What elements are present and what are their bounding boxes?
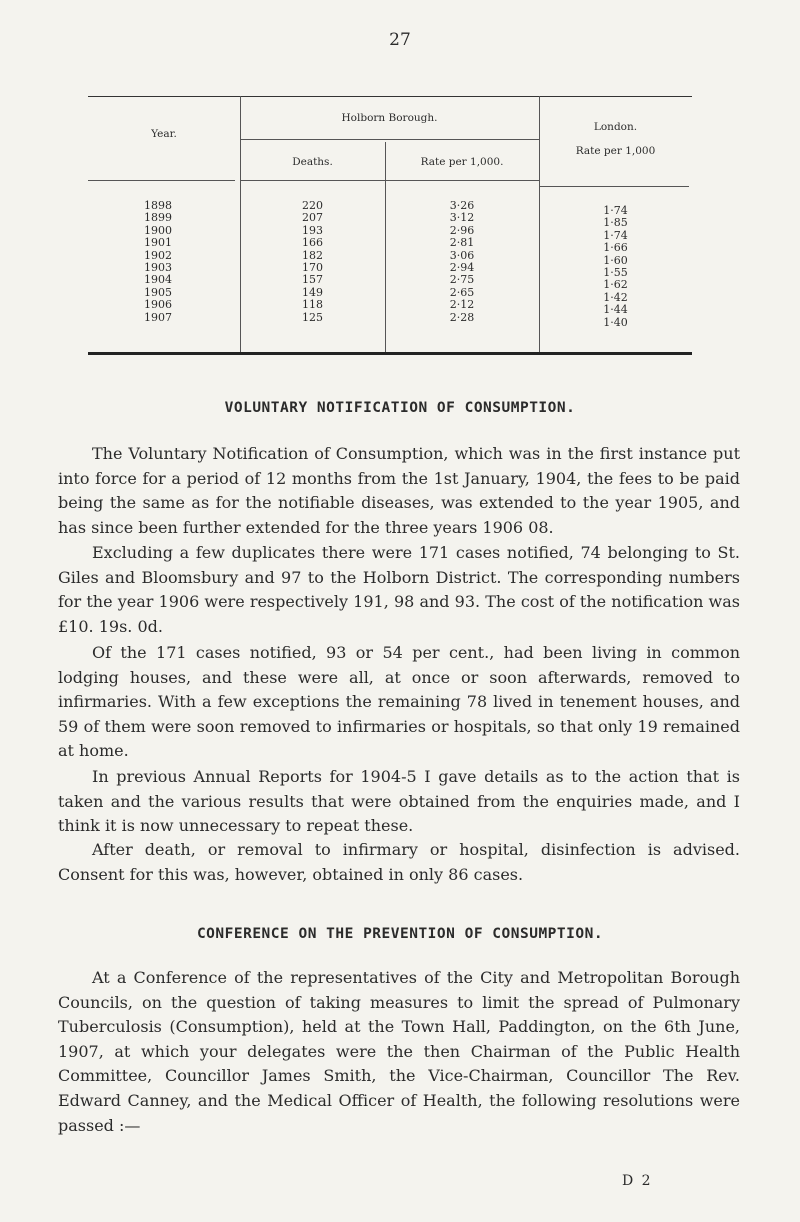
london-rate-cell: 1·40 bbox=[603, 315, 628, 329]
deaths-cell: 166 bbox=[302, 236, 323, 250]
rule-under-year bbox=[88, 180, 235, 181]
signature-mark: D 2 bbox=[622, 1173, 653, 1189]
paragraph: The Voluntary Notification of Consumption, which was in the first instance put into force for a period of 12 months from the 1st January, 1904, the fees to be paid being the same as for the notifiable diseases, was extended to the year 1905, and has since been further extended for the three years 1906 08. bbox=[58, 444, 740, 537]
deaths-column bbox=[240, 200, 385, 324]
london-rate-cell: 1·74 bbox=[603, 228, 628, 242]
rule-under-london bbox=[539, 186, 689, 187]
holborn-rate-cell: 3·26 bbox=[449, 199, 475, 212]
year-cell: 1906 bbox=[144, 298, 172, 312]
london-rate-cell: 1·42 bbox=[603, 290, 628, 304]
header-holborn: Holborn Borough. bbox=[341, 112, 438, 124]
year-cell: 1904 bbox=[144, 273, 172, 287]
year-cell: 1905 bbox=[144, 285, 172, 299]
london-rate-cell: 1·62 bbox=[603, 278, 628, 292]
section-heading-conference: CONFERENCE ON THE PREVENTION OF CONSUMPTION. bbox=[196, 926, 604, 942]
page-number: 27 bbox=[389, 30, 411, 50]
london-rate-cell: 1·66 bbox=[603, 241, 628, 255]
holborn-rate-cell: 2·81 bbox=[449, 236, 475, 250]
table-top-rule bbox=[88, 96, 692, 97]
holborn-rate-cell: 2·75 bbox=[449, 273, 475, 287]
rule-under-subheaders bbox=[240, 180, 539, 181]
header-year: Year. bbox=[151, 128, 177, 140]
holborn-rate-cell: 2·65 bbox=[449, 285, 475, 299]
paragraph: Of the 171 cases notified, 93 or 54 per cent., had been living in common lodging houses, and these were all, at once or soon afterwards, removed to infirmaries. With a few exceptions the remaining 78 lived in tenement houses, and 59 of them were soon removed to infirmaries or hospitals, so that only 19 remained at home. bbox=[58, 643, 740, 761]
london-rate-cell: 1·85 bbox=[603, 216, 628, 230]
header-rate-london: Rate per 1,000 bbox=[575, 145, 656, 157]
year-column bbox=[144, 200, 204, 324]
deaths-cell: 157 bbox=[302, 273, 323, 287]
paragraph: Excluding a few duplicates there were 171 cases notified, 74 belonging to St. Giles and Bloomsbury and 97 to the Holborn District. The corresponding numbers for the year 1906 were respectively 191, 98 and 93. The cost of the notification was £10. 19s. 0d. bbox=[58, 543, 740, 636]
london-rate-cell: 1·60 bbox=[603, 253, 628, 267]
rule-under-holborn bbox=[240, 139, 539, 140]
deaths-cell: 207 bbox=[302, 211, 323, 225]
deaths-cell: 170 bbox=[302, 260, 323, 274]
year-cell: 1899 bbox=[144, 211, 172, 225]
holborn-rate-column bbox=[385, 200, 539, 324]
deaths-cell: 118 bbox=[302, 298, 323, 312]
paragraph: In previous Annual Reports for 1904-5 I gave details as to the action that is taken and the various results that were obtained from the enquiries made, and I think it is now unnecessary to repeat these. bbox=[58, 767, 740, 836]
deaths-cell: 193 bbox=[302, 223, 323, 237]
holborn-rate-cell: 2·12 bbox=[449, 298, 475, 312]
table-bottom-rule bbox=[88, 352, 692, 355]
deaths-cell: 125 bbox=[302, 310, 323, 324]
year-cell: 1903 bbox=[144, 260, 172, 274]
death-rate-table bbox=[88, 96, 692, 356]
holborn-rate-cell: 3·12 bbox=[449, 211, 475, 225]
paragraph: At a Conference of the representatives of the City and Metropolitan Borough Councils, on the question of taking measures to limit the spread of Pulmonary Tuberculosis (Consumption), held at the Town Hall, Paddington, on the 6th June, 1907, at which your delegates were the then Chairman of the Public Health Committee, Councillor James Smith, the Vice-Chairman, Councillor The Rev. Edward Canney, and the Medical Officer of Health, the following resolutions were passed :— bbox=[58, 968, 740, 1135]
section-heading-voluntary-notification: VOLUNTARY NOTIFICATION OF CONSUMPTION. bbox=[224, 400, 576, 416]
london-rate-cell: 1·74 bbox=[603, 204, 628, 217]
year-cell: 1902 bbox=[144, 248, 172, 262]
year-cell: 1898 bbox=[144, 199, 172, 212]
year-cell: 1900 bbox=[144, 223, 172, 237]
paragraph: After death, or removal to infirmary or hospital, disinfection is advised. Consent for this was, however, obtained in only 86 cases. bbox=[58, 840, 740, 884]
holborn-rate-cell: 2·28 bbox=[449, 310, 475, 324]
deaths-cell: 182 bbox=[302, 248, 323, 262]
header-london: London. bbox=[593, 121, 638, 133]
london-rate-column bbox=[539, 205, 692, 329]
london-rate-cell: 1·55 bbox=[603, 265, 628, 279]
london-rate-cell: 1·44 bbox=[603, 303, 628, 317]
header-deaths: Deaths. bbox=[292, 156, 333, 168]
deaths-cell: 149 bbox=[302, 285, 323, 299]
year-cell: 1907 bbox=[144, 310, 172, 324]
deaths-cell: 220 bbox=[302, 199, 323, 212]
header-rate-holborn: Rate per 1,000. bbox=[420, 156, 504, 168]
holborn-rate-cell: 3·06 bbox=[449, 248, 475, 262]
holborn-rate-cell: 2·94 bbox=[449, 260, 475, 274]
holborn-rate-cell: 2·96 bbox=[449, 223, 475, 237]
year-cell: 1901 bbox=[144, 236, 172, 250]
